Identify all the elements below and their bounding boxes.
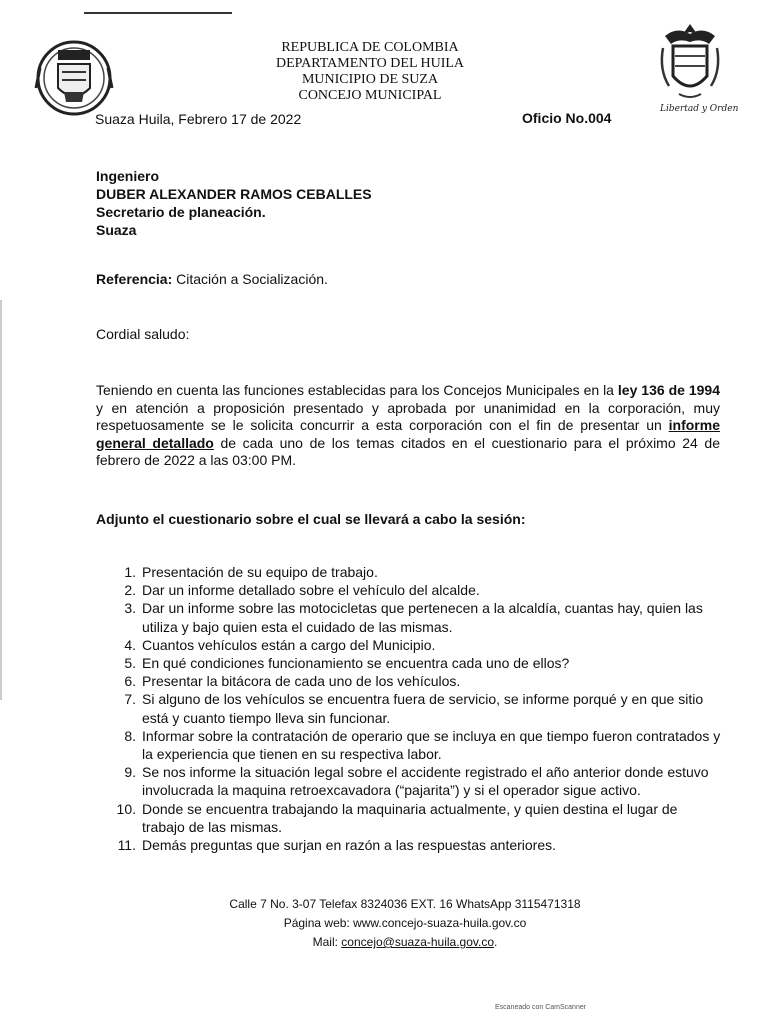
header-line-department: DEPARTAMENTO DEL HUILA — [275, 56, 465, 71]
coat-of-arms-motto: Libertad y Orden — [660, 104, 739, 114]
law-reference: ley 136 de 1994 — [617, 382, 720, 398]
list-item: 9. Se nos informe la situación legal sobre el accidente registrado el año anterior donde estuvo involucrada la maquina retroexcavadora (“pajarita”) y si el operador sigue activo. — [124, 764, 709, 799]
report-highlight: informe general detallado — [96, 417, 720, 451]
list-item: 10. Donde se encuentra trabajando la maquinaria actualmente, y quien destina el lugar de trabajo de las mismas. — [116, 800, 678, 835]
addressee-name: DUBER ALEXANDER RAMOS CEBALLES — [96, 186, 372, 202]
list-item: 6. Presentar la bitácora de cada uno de los vehículos. — [124, 673, 461, 690]
mail-end: . — [494, 935, 498, 949]
list-item: 5. En qué condiciones funcionamiento se encuentra cada uno de ellos? — [124, 655, 570, 672]
footer-contact — [200, 895, 610, 952]
list-item: 4. Cuantos vehículos están a cargo del Municipio. — [124, 636, 436, 653]
scan-edge — [0, 300, 2, 700]
footer-website: Página web: www.concejo-suaza-huila.gov.co — [283, 916, 527, 930]
reference-text: Citación a Socialización. — [172, 271, 328, 287]
body-part-3: de cada uno de los temas citados en el cuestionario para el próximo 24 de febrero de 2022 a las 03:00 PM. — [96, 434, 720, 468]
header-line-country: REPUBLICA DE COLOMBIA — [281, 40, 459, 55]
colombia-coat-of-arms-icon — [657, 20, 723, 106]
reference-label: Referencia: — [96, 271, 173, 287]
questionnaire-list — [116, 563, 722, 854]
top-rule — [84, 12, 232, 14]
letterhead — [210, 40, 530, 104]
addressee-city: Suaza — [96, 222, 137, 238]
greeting: Cordial saludo: — [96, 326, 190, 342]
header-line-municipality: MUNICIPIO DE SUZA — [301, 72, 439, 87]
list-item: 11. Demás preguntas que surjan en razón a las respuestas anteriores. — [117, 837, 557, 854]
questionnaire-heading: Adjunto el cuestionario sobre el cual se llevará a cabo la sesión: — [96, 511, 526, 527]
list-item: 8. Informar sobre la contratación de operario que se incluya en que tiempo fueron contratados y la experiencia que tienen en su respectiva labor. — [124, 727, 721, 763]
body-part-1: Teniendo en cuenta las funciones establecidas para los Concejos Municipales en la — [96, 382, 618, 398]
footer-address: Calle 7 No. 3-07 Telefax 8324036 EXT. 16 WhatsApp 3115471318 — [229, 897, 581, 911]
reference-line — [96, 271, 328, 287]
suaza-municipal-seal-icon — [34, 38, 114, 118]
scanner-watermark: Escaneado con CamScanner — [495, 1004, 587, 1011]
list-item: 7. Si alguno de los vehículos se encuentra fuera de servicio, se informe porqué y en que sitio está y cuanto tiempo lleva sin funcionar. — [124, 691, 704, 726]
date-line: Suaza Huila, Febrero 17 de 2022 — [95, 111, 302, 127]
document-number: Oficio No.004 — [522, 110, 612, 126]
list-item: 3. Dar un informe sobre las motocicletas que pertenecen a la alcaldía, cuantas hay, quien las utiliza y bajo quien esta el cuidado de las mismas. — [124, 600, 703, 635]
mail-label: Mail: — [312, 935, 342, 949]
header-line-council: CONCEJO MUNICIPAL — [298, 88, 442, 103]
addressee-block — [96, 167, 372, 239]
body-paragraph — [96, 382, 720, 470]
mail-link[interactable]: concejo@suaza-huila.gov.co — [341, 935, 495, 949]
addressee-title: Ingeniero — [96, 168, 160, 184]
body-part-2: y en atención a proposición presentado y aprobada por unanimidad en la corporación, muy respetuosamente se le solicita concurrir a esta corporación con el fin de presentar un — [96, 399, 720, 433]
list-item: 2. Dar un informe detallado sobre el vehículo del alcalde. — [124, 582, 480, 599]
footer-mail-line — [200, 933, 610, 952]
list-item: 1. Presentación de su equipo de trabajo. — [124, 564, 378, 580]
addressee-position: Secretario de planeación. — [96, 204, 266, 220]
